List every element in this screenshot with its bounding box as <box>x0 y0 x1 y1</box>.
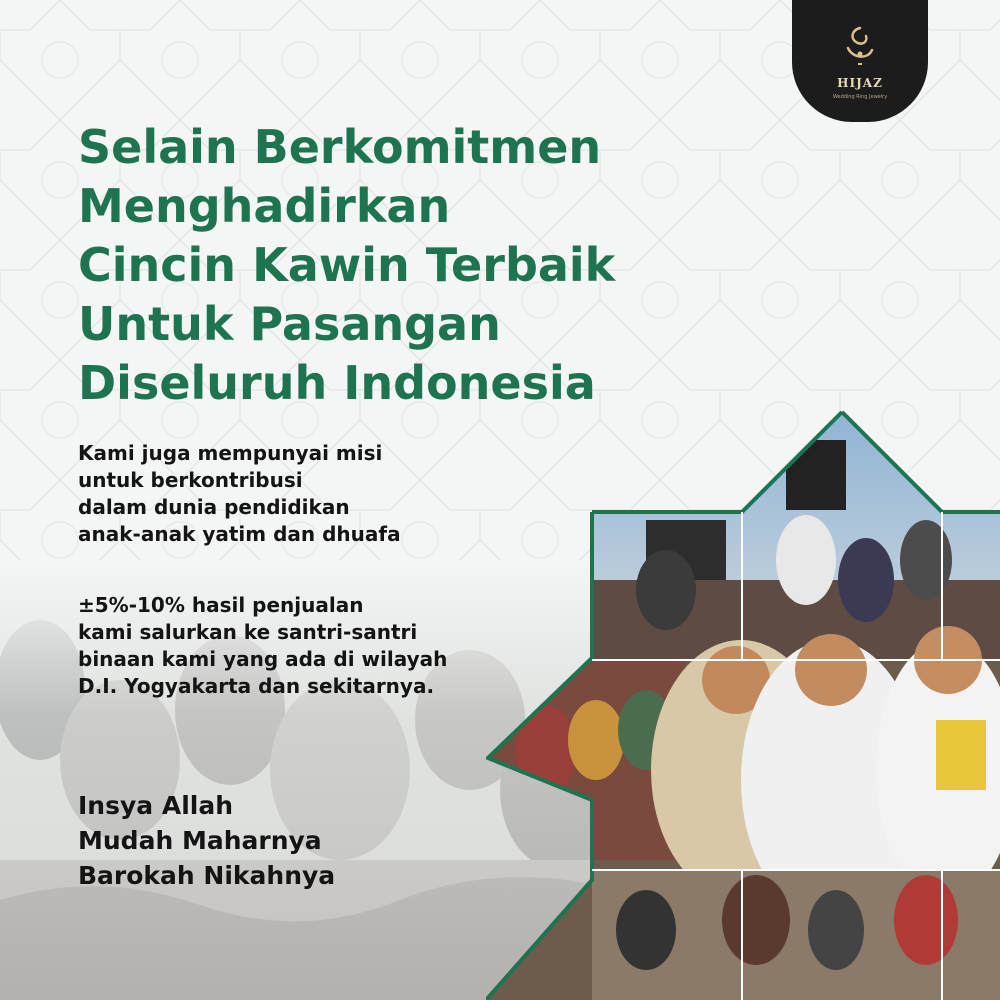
contribution-line: ±5%-10% hasil penjualan <box>78 593 364 617</box>
closing-line: Mudah Maharnya <box>78 826 322 855</box>
hijaz-logo-icon <box>838 24 882 68</box>
mission-line: untuk berkontribusi <box>78 468 303 492</box>
headline-line: Selain Berkomitmen <box>78 120 602 174</box>
mission-line: dalam dunia pendidikan <box>78 495 350 519</box>
contribution-paragraph <box>78 592 538 700</box>
contribution-line: D.I. Yogyakarta dan sekitarnya. <box>78 674 435 698</box>
brand-tagline: Wedding Ring Jewelry <box>832 94 888 100</box>
brand-name: HIJAZ <box>837 76 883 90</box>
contribution-line: kami salurkan ke santri-santri <box>78 620 418 644</box>
contribution-line: binaan kami yang ada di wilayah <box>78 647 448 671</box>
headline-line: Menghadirkan <box>78 179 451 233</box>
closing-line: Barokah Nikahnya <box>78 861 336 890</box>
brand-logo <box>792 0 928 122</box>
headline-line: Diseluruh Indonesia <box>78 356 596 410</box>
closing-line: Insya Allah <box>78 791 234 820</box>
closing-prayer <box>78 788 335 893</box>
photo-collage <box>486 410 1000 1000</box>
headline <box>78 118 778 413</box>
headline-line: Cincin Kawin Terbaik <box>78 238 616 292</box>
mission-line: Kami juga mempunyai misi <box>78 441 383 465</box>
headline-line: Untuk Pasangan <box>78 297 501 351</box>
mission-paragraph <box>78 440 538 548</box>
mission-line: anak-anak yatim dan dhuafa <box>78 522 401 546</box>
